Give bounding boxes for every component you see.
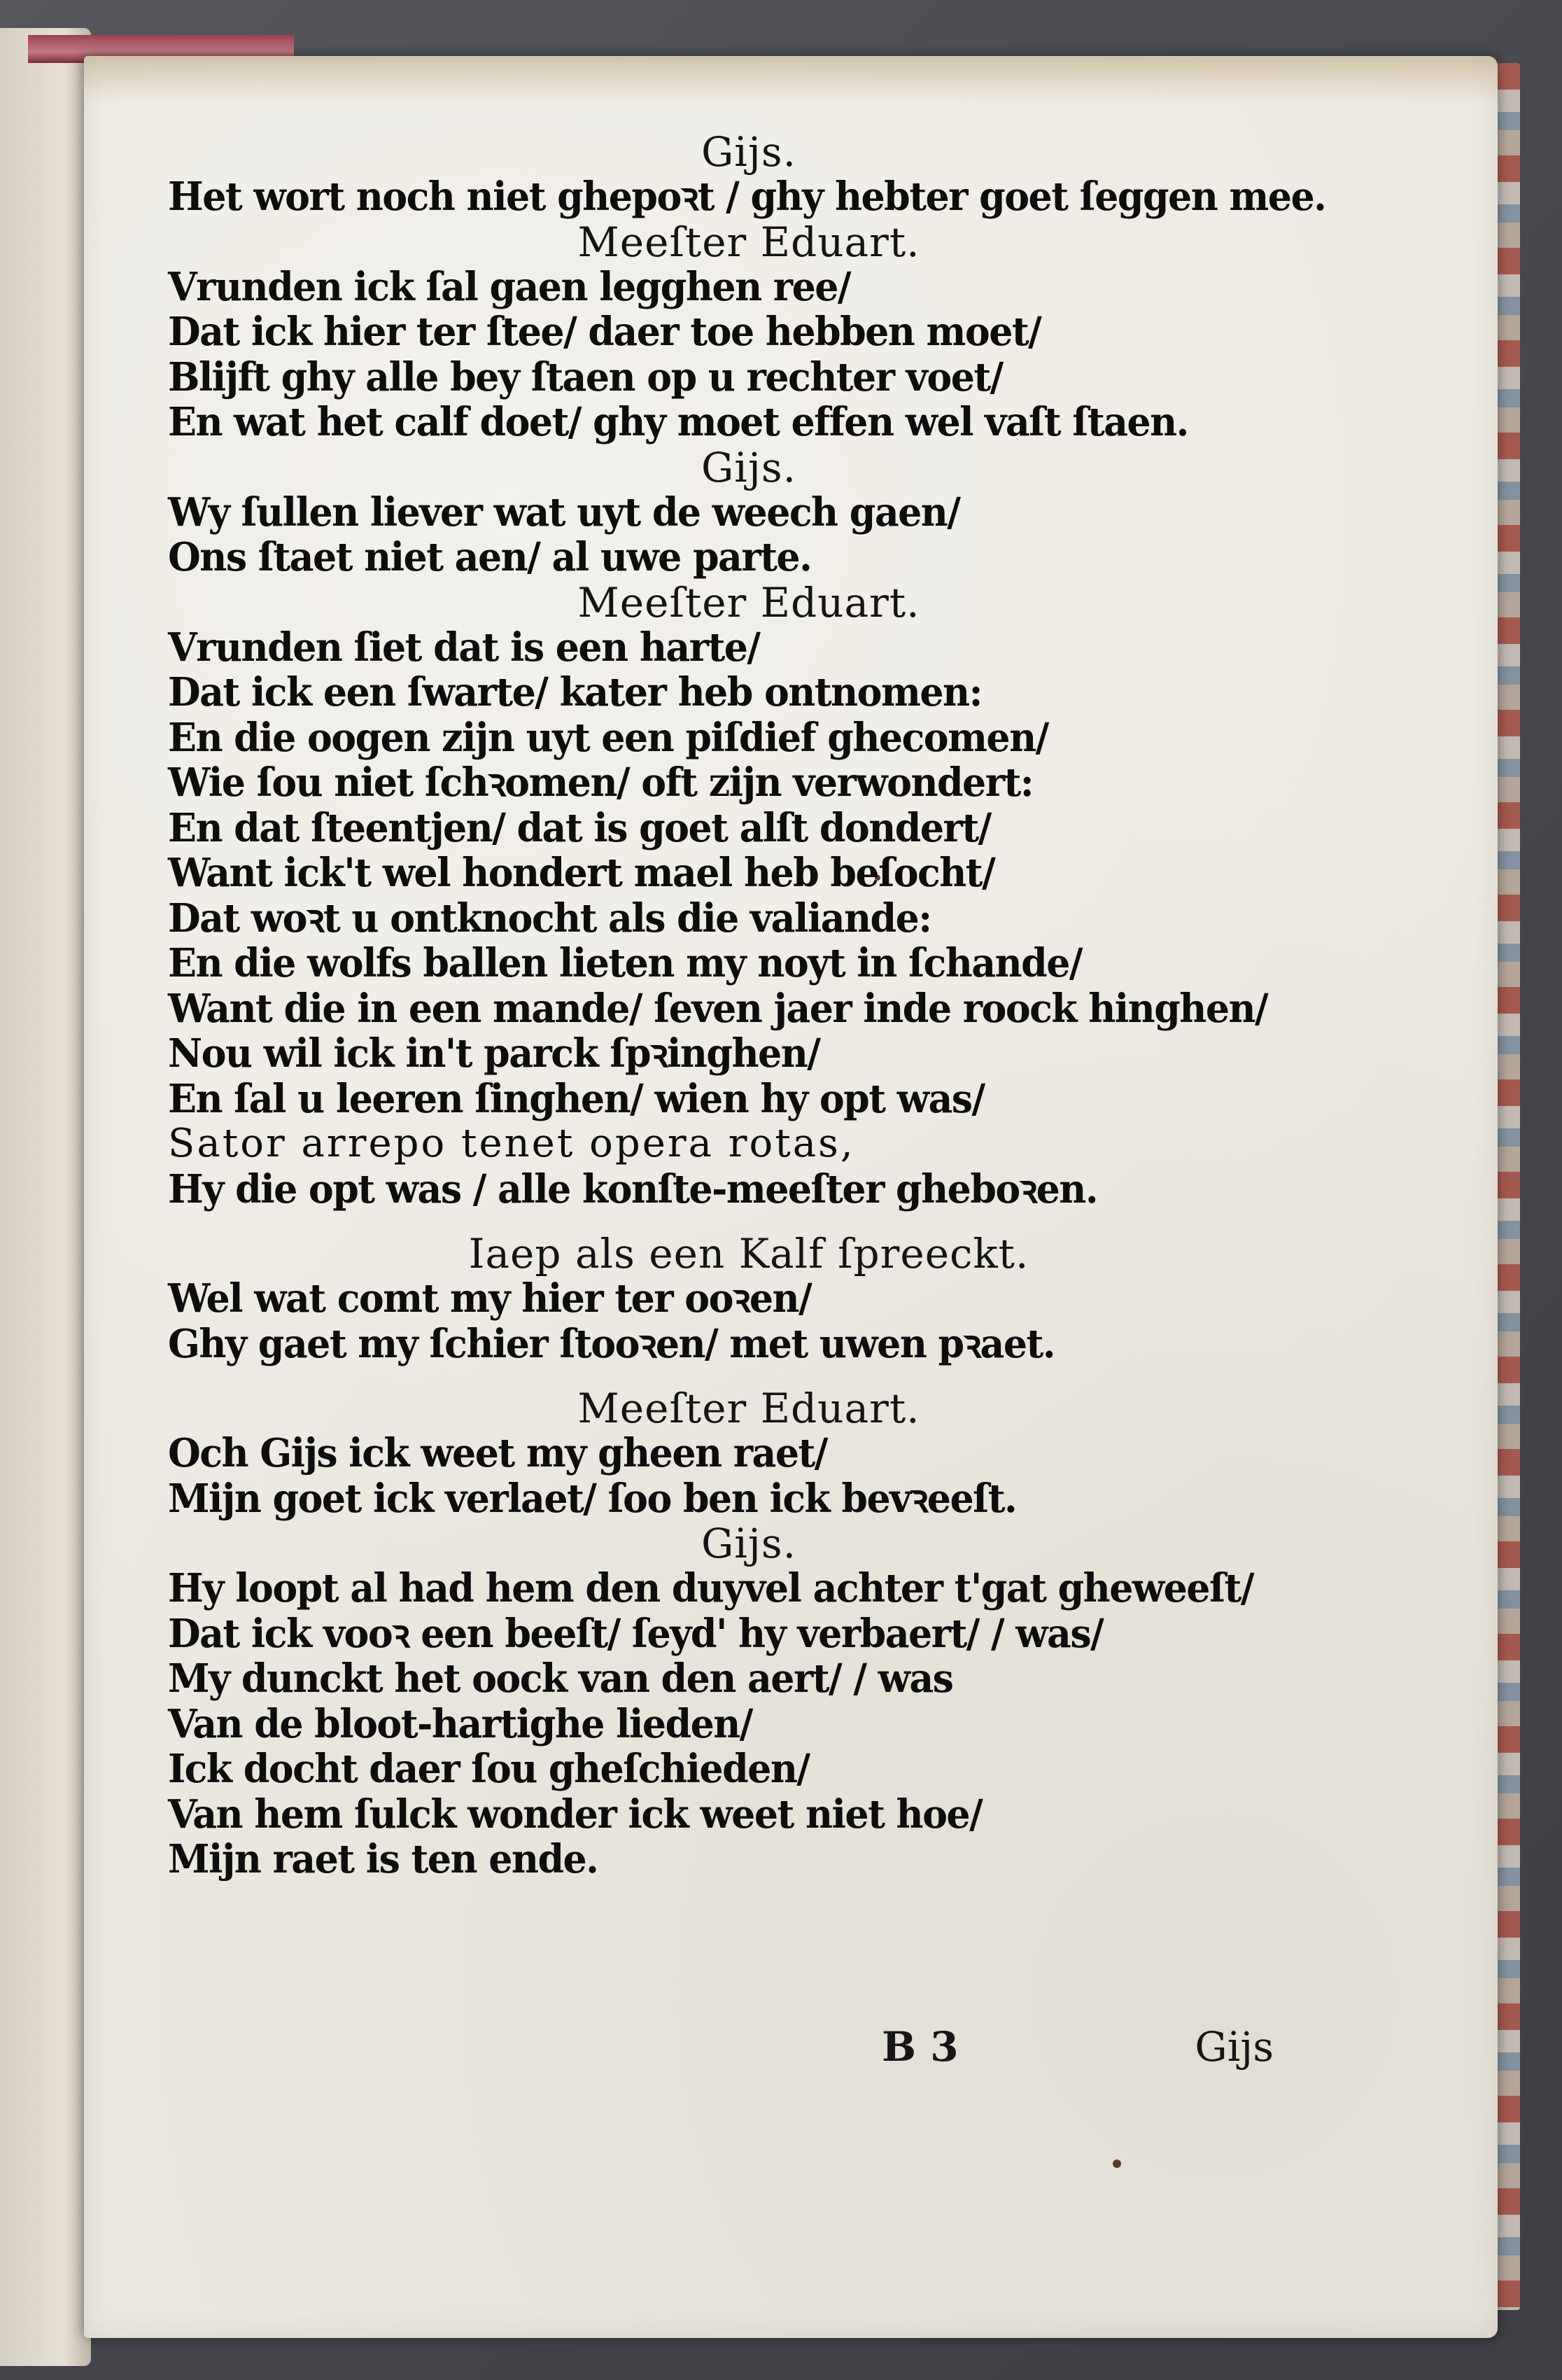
verse-line: Van hem ſulck wonder ick weet niet hoe/ <box>168 1791 983 1837</box>
verse-line: Dat woꝛt u ontknocht als die valiande: <box>168 895 931 941</box>
page-footer <box>168 2023 1274 2072</box>
left-facing-page <box>0 28 91 2366</box>
speaker-heading: Gijs. <box>701 1520 797 1567</box>
speaker-heading: Meeſter Eduart. <box>577 578 920 626</box>
verse-line: Vrunden ſiet dat is een harte/ <box>168 624 760 671</box>
verse-line: Van de bloot-hartighe lieden/ <box>168 1700 752 1747</box>
verse-line: Sator arrepo tenet opera rotas, <box>168 1121 855 1166</box>
speaker-heading: Gijs. <box>701 443 797 491</box>
verse-line: Vrunden ick ſal gaen legghen ree/ <box>168 263 851 310</box>
verse-line: My dunckt het oock van den aert/ / was <box>168 1656 953 1702</box>
verse-line: Wy ſullen liever wat uyt de weech gaen/ <box>168 489 960 536</box>
verse-line: Want die in een mande/ ſeven jaer inde roock hinghen/ <box>168 985 1268 1032</box>
verse-line: Ons ſtaet niet aen/ al uwe parte. <box>168 534 812 580</box>
page-top-stain <box>84 56 1498 105</box>
spacer <box>168 1212 1302 1231</box>
speaker-heading: Meeſter Eduart. <box>577 1385 920 1432</box>
verse-line: Wie ſou niet ſchꝛomen/ oft zijn verwondert: <box>168 760 1034 806</box>
verse-line: Wel wat comt my hier ter ooꝛen/ <box>168 1275 812 1322</box>
verse-line: Dat ick vooꝛ een beeſt/ ſeyd' hy verbaert/ / was/ <box>168 1610 1104 1657</box>
verse-line: Dat ick hier ter ſtee/ daer toe hebben moet/ <box>168 309 1041 355</box>
verse-line: Ick docht daer ſou gheſchieden/ <box>168 1746 810 1792</box>
printed-text-block <box>168 128 1326 1882</box>
verse-line: En die wolfs ballen lieten my noyt in ſchande/ <box>168 940 1082 986</box>
verse-line: Hy die opt was / alle konſte-meeſter gheboꝛen. <box>168 1166 1098 1212</box>
ink-speck <box>1113 2160 1121 2168</box>
speaker-heading: Iaep als een Kalf ſpreeckt. <box>468 1230 1029 1278</box>
spacer <box>168 1366 1302 1386</box>
verse-line: Mijn goet ick verlaet/ ſoo ben ick bevꝛeeſt. <box>168 1475 1017 1522</box>
verse-line: Ghy gaet my ſchier ſtooꝛen/ met uwen pꝛaet. <box>168 1320 1055 1367</box>
speaker-heading: Gijs. <box>701 128 797 176</box>
catchword: Gijs <box>1195 2023 1274 2071</box>
verse-line: En dat ſteentjen/ dat is goet alſt dondert/ <box>168 804 991 851</box>
verse-line: Hy loopt al had hem den duyvel achter t'gat gheweeſt/ <box>168 1565 1253 1611</box>
verse-line: Och Gijs ick weet my gheen raet/ <box>168 1430 827 1476</box>
signature-mark: B 3 <box>882 2023 959 2071</box>
verse-line: En die oogen zijn uyt een piſdief ghecomen/ <box>168 714 1048 761</box>
verse-line: En ſal u leeren ſinghen/ wien hy opt was/ <box>168 1075 985 1122</box>
verse-line: Dat ick een ſwarte/ kater heb ontnomen: <box>168 669 982 715</box>
verse-line: Nou wil ick in't parck ſpꝛinghen/ <box>168 1030 820 1077</box>
verse-line: En wat het calf doet/ ghy moet effen wel vaſt ſtaen. <box>168 399 1188 445</box>
verse-line: Blijft ghy alle bey ſtaen op u rechter voet/ <box>168 354 1003 400</box>
verse-line: Want ick't wel hondert mael heb beſocht/ <box>168 850 995 896</box>
verse-line: Het wort noch niet ghepoꝛt / ghy hebter goet ſeggen mee. <box>168 174 1326 220</box>
speaker-heading: Meeſter Eduart. <box>577 218 920 266</box>
verse-line: Mijn raet is ten ende. <box>168 1836 598 1882</box>
